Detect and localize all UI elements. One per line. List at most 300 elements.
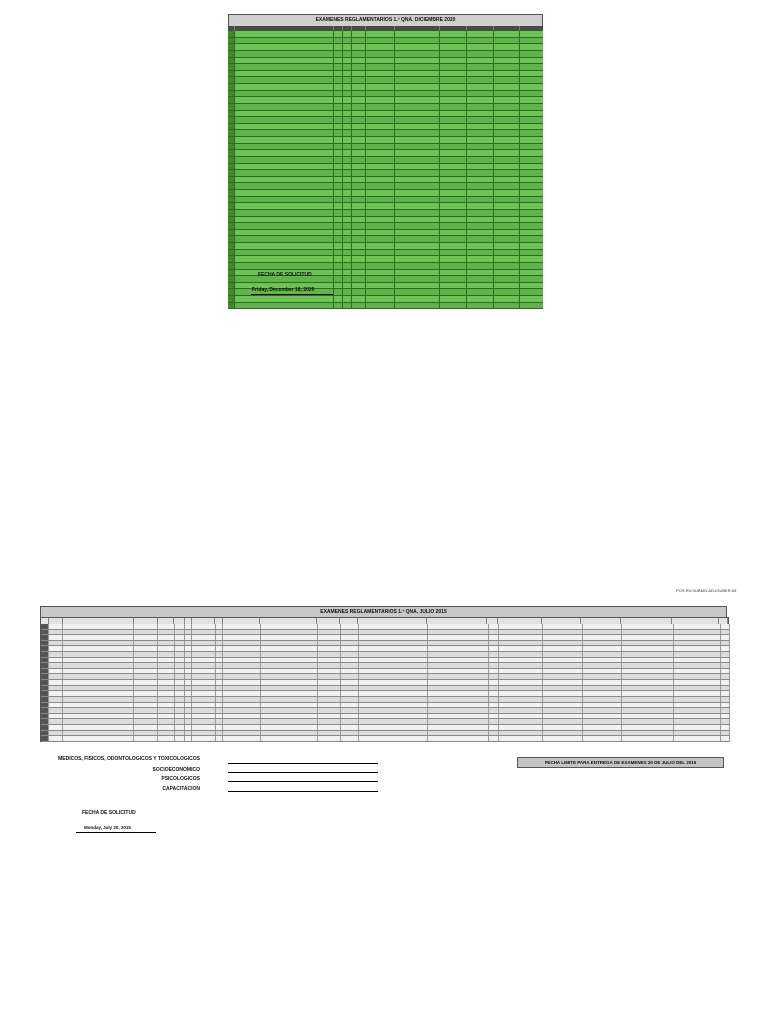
exam-table-cell <box>228 84 235 90</box>
exam-table-row <box>228 124 543 131</box>
staff-table-cell <box>543 736 583 741</box>
exam-table-cell <box>395 44 440 50</box>
exam-table-row <box>228 150 543 157</box>
exam-table-cell <box>228 197 235 203</box>
staff-table-cell <box>721 725 730 730</box>
exam-date-line-socioeconomic <box>228 772 378 773</box>
exam-table-cell <box>467 223 494 229</box>
exam-table-cell <box>366 51 395 57</box>
staff-table-cell <box>721 646 730 651</box>
staff-table-cell <box>158 652 174 657</box>
staff-table-cell <box>49 646 64 651</box>
exam-table-cell <box>235 210 334 216</box>
staff-table-cell <box>318 658 340 663</box>
exam-table-row <box>228 230 543 237</box>
exam-table-cell <box>395 296 440 302</box>
staff-table-cell <box>134 714 158 719</box>
staff-table-cell <box>216 658 224 663</box>
exam-table-cell <box>235 84 334 90</box>
exam-table-cell <box>235 170 334 176</box>
staff-table-cell <box>158 691 174 696</box>
exam-table-cell <box>352 44 366 50</box>
exam-table-cell <box>334 117 343 123</box>
exam-table-cell <box>343 51 352 57</box>
exam-table-cell <box>366 283 395 289</box>
staff-table-cell <box>63 624 134 629</box>
exam-table-row <box>228 296 543 303</box>
staff-table-cell <box>674 725 721 730</box>
staff-table-cell <box>489 703 500 708</box>
staff-table-cell <box>216 669 224 674</box>
staff-table-cell <box>49 731 64 736</box>
exam-table-cell <box>440 51 467 57</box>
exam-table-cell <box>334 276 343 282</box>
exam-table-cell <box>494 91 520 97</box>
exam-table-cell <box>352 203 366 209</box>
exam-table-cell <box>343 144 352 150</box>
staff-table-cell <box>583 691 623 696</box>
exam-table-cell <box>352 177 366 183</box>
staff-table-cell <box>175 725 186 730</box>
staff-table-cell <box>223 630 261 635</box>
staff-table-cell <box>49 658 64 663</box>
exam-label-socioeconomic: SOCIOECONOMICO <box>152 767 200 773</box>
exam-table-cell <box>235 223 334 229</box>
staff-table-cell <box>318 630 340 635</box>
staff-table-cell <box>428 719 489 724</box>
staff-table-cell <box>622 691 673 696</box>
staff-table-cell <box>721 669 730 674</box>
exam-table-cell <box>352 64 366 70</box>
exam-table-cell <box>467 124 494 130</box>
exam-table-row <box>228 111 543 118</box>
staff-table-cell <box>341 708 359 713</box>
staff-table-cell <box>341 697 359 702</box>
exam-label-training: CAPACITACION <box>162 786 200 792</box>
exam-date-line-medical <box>228 763 378 764</box>
staff-table-cell <box>41 725 49 730</box>
staff-table-cell <box>428 731 489 736</box>
exam-table-cell <box>440 223 467 229</box>
staff-table-cell <box>175 686 186 691</box>
exam-table-cell <box>228 236 235 242</box>
staff-table-cell <box>261 635 318 640</box>
exam-table-cell <box>494 150 520 156</box>
staff-table-cell <box>158 663 174 668</box>
staff-table-cell <box>489 691 500 696</box>
exam-table-cell <box>440 71 467 77</box>
staff-table-cell <box>223 708 261 713</box>
staff-table-cell <box>583 686 623 691</box>
staff-table-cell <box>674 658 721 663</box>
staff-table-cell <box>583 635 623 640</box>
exam-table-cell <box>395 124 440 130</box>
staff-table-cell <box>622 630 673 635</box>
exam-table-cell <box>494 111 520 117</box>
staff-table-cell <box>318 714 340 719</box>
staff-table-cell <box>134 719 158 724</box>
staff-table-cell <box>583 630 623 635</box>
staff-table-cell <box>49 652 64 657</box>
staff-table-cell <box>192 731 215 736</box>
exam-table-title: EXAMENES REGLAMENTARIOS 1.ª QNA. DICIEMBRE 2020 <box>228 14 543 27</box>
exam-table-cell <box>366 58 395 64</box>
staff-table-cell <box>216 663 224 668</box>
staff-table-cell <box>674 731 721 736</box>
exam-table-cell <box>494 197 520 203</box>
exam-table-cell <box>494 177 520 183</box>
staff-table-cell <box>261 708 318 713</box>
exam-table-cell <box>235 124 334 130</box>
staff-table-cell <box>489 714 500 719</box>
staff-table-cell <box>721 630 730 635</box>
staff-table-cell <box>134 731 158 736</box>
staff-table-cell <box>721 703 730 708</box>
exam-table-cell <box>235 31 334 37</box>
exam-table-cell <box>352 197 366 203</box>
staff-table-cell <box>622 635 673 640</box>
staff-table-cell <box>41 646 49 651</box>
exam-table-cell <box>235 130 334 136</box>
exam-table-cell <box>395 144 440 150</box>
exam-table-cell <box>395 97 440 103</box>
staff-table-cell <box>583 652 623 657</box>
exam-table-cell <box>343 117 352 123</box>
exam-table-cell <box>467 289 494 295</box>
exam-table-cell <box>228 270 235 276</box>
exam-table-cell <box>395 263 440 269</box>
exam-table-row <box>228 77 543 84</box>
exam-table-cell <box>334 190 343 196</box>
exam-table-cell <box>395 130 440 136</box>
staff-table-cell <box>185 714 192 719</box>
staff-table-cell <box>49 719 64 724</box>
exam-table-cell <box>467 303 494 309</box>
exam-table-cell <box>343 124 352 130</box>
exam-table-cell <box>352 71 366 77</box>
exam-table-cell <box>467 38 494 44</box>
staff-table-cell <box>158 669 174 674</box>
exam-table-cell <box>395 150 440 156</box>
exam-table-cell <box>440 124 467 130</box>
exam-table-cell <box>366 97 395 103</box>
staff-table-cell <box>41 686 49 691</box>
exam-table-cell <box>228 44 235 50</box>
exam-table-cell <box>467 256 494 262</box>
exam-table-cell <box>343 236 352 242</box>
staff-table-cell <box>223 674 261 679</box>
staff-table-cell <box>622 731 673 736</box>
staff-table-cell <box>428 641 489 646</box>
staff-table-cell <box>134 736 158 741</box>
exam-table-cell <box>467 71 494 77</box>
exam-table-cell <box>352 31 366 37</box>
exam-table-cell <box>366 77 395 83</box>
staff-table-cell <box>359 719 428 724</box>
exam-table-cell <box>334 283 343 289</box>
exam-table-cell <box>494 236 520 242</box>
staff-table-cell <box>41 731 49 736</box>
exam-table-cell <box>494 124 520 130</box>
staff-table-cell <box>721 652 730 657</box>
exam-table-cell <box>440 197 467 203</box>
exam-table-cell <box>494 270 520 276</box>
exam-table-cell <box>494 283 520 289</box>
staff-table-cell <box>41 658 49 663</box>
staff-table-cell <box>175 703 186 708</box>
exam-table-cell <box>343 97 352 103</box>
staff-table-cell <box>318 641 340 646</box>
exam-table-cell <box>366 164 395 170</box>
exam-table-cell <box>334 223 343 229</box>
staff-table-cell <box>63 641 134 646</box>
staff-table-cell <box>359 697 428 702</box>
staff-table-cell <box>674 635 721 640</box>
staff-table-cell <box>318 708 340 713</box>
exam-table-cell <box>334 243 343 249</box>
staff-table-cell <box>192 697 215 702</box>
exam-table-cell <box>467 230 494 236</box>
exam-table-cell <box>352 111 366 117</box>
exam-table-cell <box>494 296 520 302</box>
exam-table-cell <box>467 44 494 50</box>
exam-table-cell <box>352 256 366 262</box>
staff-table-cell <box>674 719 721 724</box>
staff-table-cell <box>175 635 186 640</box>
exam-table-cell <box>494 276 520 282</box>
exam-table-row <box>228 236 543 243</box>
exam-table-cell <box>235 58 334 64</box>
staff-table-cell <box>318 646 340 651</box>
staff-table-cell <box>543 630 583 635</box>
exam-table-cell <box>366 276 395 282</box>
exam-table-cell <box>235 303 334 309</box>
exam-table-cell <box>228 130 235 136</box>
staff-table-cell <box>341 686 359 691</box>
exam-table-cell <box>494 263 520 269</box>
exam-table-cell <box>494 170 520 176</box>
exam-table-cell <box>352 250 366 256</box>
exam-table-cell <box>494 157 520 163</box>
staff-table-cell <box>428 691 489 696</box>
exam-table-cell <box>334 97 343 103</box>
staff-table-cell <box>341 680 359 685</box>
exam-table-cell <box>343 303 352 309</box>
exam-table-row <box>228 243 543 250</box>
staff-table-cell <box>41 697 49 702</box>
staff-table-cell <box>223 736 261 741</box>
exam-table-cell <box>494 250 520 256</box>
staff-table-cell <box>134 674 158 679</box>
staff-table-cell <box>622 686 673 691</box>
staff-table-cell <box>175 669 186 674</box>
staff-table-cell <box>261 736 318 741</box>
staff-table-cell <box>185 674 192 679</box>
staff-table-cell <box>359 686 428 691</box>
staff-table-cell <box>341 658 359 663</box>
exam-table-cell <box>228 190 235 196</box>
staff-table-cell <box>318 635 340 640</box>
staff-table-cell <box>216 714 224 719</box>
staff-table-cell <box>175 736 186 741</box>
staff-table-cell <box>543 652 583 657</box>
staff-table-cell <box>674 680 721 685</box>
staff-table-cell <box>359 641 428 646</box>
staff-table-cell <box>622 674 673 679</box>
exam-table-cell <box>494 31 520 37</box>
staff-table-cell <box>192 686 215 691</box>
exam-table-row <box>228 223 543 230</box>
exam-table-cell <box>494 117 520 123</box>
exam-table-cell <box>334 130 343 136</box>
staff-table-cell <box>499 680 543 685</box>
staff-table-cell <box>721 686 730 691</box>
exam-table-cell <box>467 170 494 176</box>
exam-table-cell <box>334 230 343 236</box>
staff-table-cell <box>674 691 721 696</box>
exam-table-cell <box>440 283 467 289</box>
exam-date-line-psychological <box>228 781 378 782</box>
exam-table-cell <box>467 117 494 123</box>
staff-table-cell <box>721 680 730 685</box>
staff-table-cell <box>674 703 721 708</box>
exam-table-cell <box>440 183 467 189</box>
staff-table-cell <box>318 725 340 730</box>
exam-table-cell <box>366 44 395 50</box>
staff-table-cell <box>674 630 721 635</box>
staff-table-cell <box>158 635 174 640</box>
exam-table-cell <box>334 124 343 130</box>
staff-table-cell <box>261 725 318 730</box>
exam-table-cell <box>494 223 520 229</box>
exam-table-cell <box>467 250 494 256</box>
staff-table-cell <box>185 686 192 691</box>
staff-table-cell <box>223 686 261 691</box>
exam-table-cell <box>395 91 440 97</box>
exam-table-cell <box>352 296 366 302</box>
exam-table-cell <box>440 250 467 256</box>
staff-table-cell <box>489 669 500 674</box>
staff-table-cell <box>134 646 158 651</box>
staff-table-cell <box>721 719 730 724</box>
exam-table-cell <box>440 230 467 236</box>
staff-table-cell <box>341 725 359 730</box>
staff-table-cell <box>622 652 673 657</box>
staff-table-cell <box>428 674 489 679</box>
staff-table-cell <box>359 680 428 685</box>
staff-table-cell <box>543 658 583 663</box>
exam-table-cell <box>366 38 395 44</box>
staff-table-cell <box>674 686 721 691</box>
exam-table-cell <box>395 64 440 70</box>
exam-table-cell <box>366 230 395 236</box>
exam-table-cell <box>395 84 440 90</box>
staff-table-cell <box>158 719 174 724</box>
exam-table-cell <box>352 97 366 103</box>
staff-table-cell <box>359 646 428 651</box>
staff-table-cell <box>543 646 583 651</box>
exam-table-cell <box>440 117 467 123</box>
staff-table-cell <box>341 663 359 668</box>
staff-table-cell <box>185 703 192 708</box>
exam-table-cell <box>352 170 366 176</box>
staff-table-cell <box>359 663 428 668</box>
exam-table-cell <box>343 38 352 44</box>
exam-table-cell <box>334 210 343 216</box>
exam-table-cell <box>228 38 235 44</box>
staff-table-cell <box>49 624 64 629</box>
staff-table-cell <box>158 680 174 685</box>
staff-table-cell <box>192 663 215 668</box>
staff-table-cell <box>583 624 623 629</box>
exam-table-cell <box>395 303 440 309</box>
staff-table-cell <box>583 725 623 730</box>
staff-table-cell <box>192 669 215 674</box>
exam-table-cell <box>235 117 334 123</box>
exam-table-cell <box>395 243 440 249</box>
exam-table-cell <box>334 137 343 143</box>
exam-table-cell <box>366 203 395 209</box>
exam-table-cell <box>440 130 467 136</box>
staff-table-cell <box>158 646 174 651</box>
staff-table-cell <box>49 686 64 691</box>
exam-table-cell <box>395 217 440 223</box>
exam-table-cell <box>343 223 352 229</box>
staff-table-cell <box>622 708 673 713</box>
staff-table-cell <box>175 708 186 713</box>
staff-table-cell <box>674 652 721 657</box>
staff-table-cell <box>223 658 261 663</box>
staff-table-cell <box>223 697 261 702</box>
staff-table-cell <box>41 680 49 685</box>
exam-table-cell <box>494 130 520 136</box>
exam-table-cell <box>334 164 343 170</box>
staff-table-cell <box>359 691 428 696</box>
exam-table-cell <box>235 190 334 196</box>
exam-table-cell <box>352 210 366 216</box>
exam-table-cell <box>334 197 343 203</box>
staff-table-cell <box>223 663 261 668</box>
staff-table-cell <box>134 697 158 702</box>
staff-table-cell <box>489 731 500 736</box>
exam-table-row <box>228 58 543 65</box>
exam-table-cell <box>395 223 440 229</box>
exam-table-row <box>228 177 543 184</box>
staff-table-cell <box>622 669 673 674</box>
staff-table-cell <box>359 669 428 674</box>
staff-table-cell <box>489 635 500 640</box>
exam-table-cell <box>334 44 343 50</box>
exam-table-cell <box>228 91 235 97</box>
staff-table-cell <box>674 674 721 679</box>
staff-table-cell <box>428 736 489 741</box>
staff-table-cell <box>543 686 583 691</box>
exam-table-cell <box>352 283 366 289</box>
request-date-value-2: Monday, July 20, 2015 <box>84 825 131 830</box>
exam-table-cell <box>494 289 520 295</box>
exam-table-cell <box>228 124 235 130</box>
exam-table-cell <box>395 250 440 256</box>
exam-table-cell <box>334 71 343 77</box>
exam-table-cell <box>334 289 343 295</box>
staff-table-cell <box>674 624 721 629</box>
staff-table-cell <box>192 624 215 629</box>
staff-table-cell <box>499 674 543 679</box>
staff-table-cell <box>158 725 174 730</box>
staff-table-cell <box>185 624 192 629</box>
staff-table-cell <box>489 652 500 657</box>
staff-table-cell <box>158 674 174 679</box>
